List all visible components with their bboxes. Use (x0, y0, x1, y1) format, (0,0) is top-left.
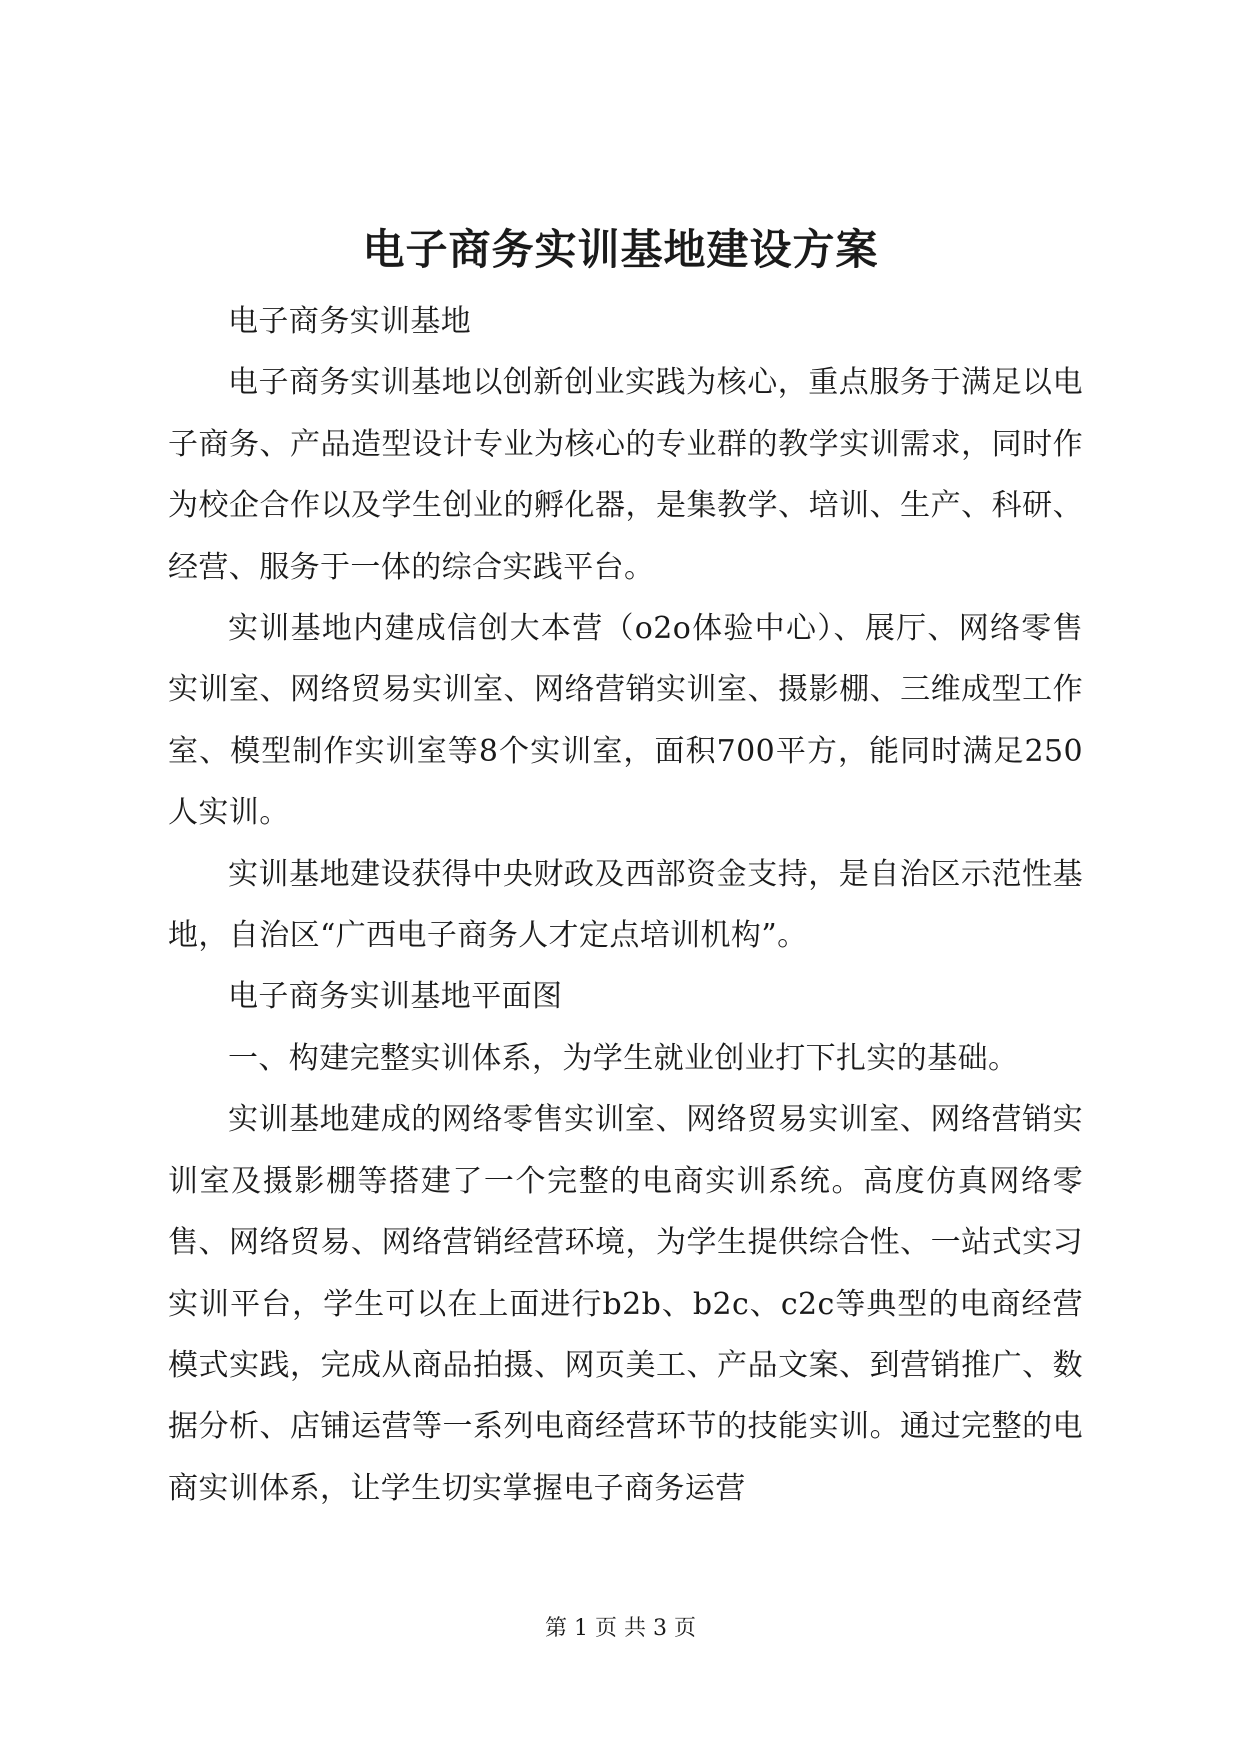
paragraph-floorplan-caption: 电子商务实训基地平面图 (228, 979, 563, 1015)
page-footer: 第 1 页 共 3 页 (545, 1616, 696, 1641)
paragraph-intro: 电子商务实训基地以创新创业实践为核心，重点服务于满足以电子商务、产品造型设计专业为核心的专业群的教学实训需求，同时作为校企合作以及学生创业的孵化器，是集教学、培训、生产、科研、经营、服务于一体的综合实践平台。 (168, 365, 1083, 585)
document-title: 电子商务实训基地建设方案 (362, 225, 879, 274)
paragraph-facilities: 实训基地内建成信创大本营（o2o体验中心）、展厅、网络零售实训室、网络贸易实训室、网络营销实训室、摄影棚、三维成型工作室、模型制作实训室等8个实训室，面积700平方，能同时满足250人实训。 (168, 611, 1083, 831)
paragraph-subtitle: 电子商务实训基地 (228, 304, 472, 339)
paragraph-training-system: 实训基地建成的网络零售实训室、网络贸易实训室、网络营销实训室及摄影棚等搭建了一个完整的电商实训系统。高度仿真网络零售、网络贸易、网络营销经营环境，为学生提供综合性、一站式实习实训平台，学生可以在上面进行b2b、b2c、c2c等典型的电商经营模式实践，完成从商品拍摄、网页美工、产品文案、到营销推广、数据分析、店铺运营等一系列电商经营环节的技能实训。通过完整的电商实训体系，让学生切实掌握电子商务运营 (168, 1102, 1083, 1506)
paragraph-funding: 实训基地建设获得中央财政及西部资金支持，是自治区示范性基地，自治区“广西电子商务人才定点培训机构”。 (168, 856, 1083, 954)
section-heading-1: 一、构建完整实训体系，为学生就业创业打下扎实的基础。 (228, 1040, 1019, 1076)
document-body (168, 291, 1083, 1519)
